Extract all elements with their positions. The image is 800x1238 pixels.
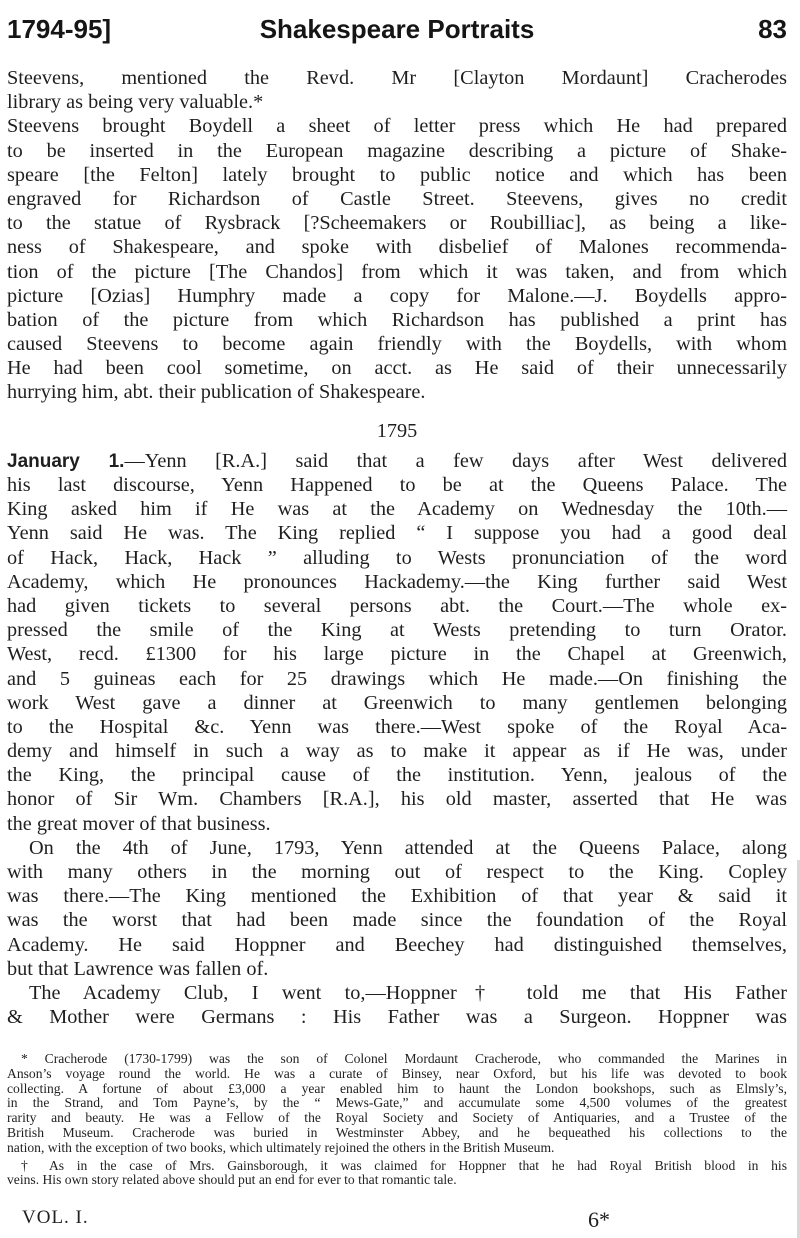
body-line: He had been cool sometime, on acct. as He said of their unnecessarily [7, 357, 787, 380]
body-line: had given tickets to several persons abt. the Court.—The whole ex- [7, 594, 787, 617]
body-line: ness of Shakespeare, and spoke with disbelief of Malones recommenda- [7, 236, 787, 259]
running-header [7, 14, 787, 52]
body-line: the great mover of that business. [7, 812, 271, 835]
body-line: King asked him if He was at the Academy on Wednesday the 10th.— [7, 498, 787, 521]
body-line: the King, the principal cause of the institution. Yenn, jealous of the [7, 764, 787, 787]
body-line: The Academy Club, I went to,—Hoppner† told me that His Father [29, 981, 787, 1004]
signature-mark: 6* [588, 1207, 610, 1232]
entry-date: January 1. [7, 450, 125, 472]
body-line: library as being very valuable.* [7, 91, 264, 114]
body-line: Yenn said He was. The King replied “ I suppose you had a good deal [7, 522, 787, 545]
footnote-line: † As in the case of Mrs. Gainsborough, it was claimed for Hoppner that he had Royal British blood in his [21, 1157, 787, 1173]
entry-first-line-text: —Yenn [R.A.] said that a few days after West delivered [124, 449, 788, 472]
body-line: hurrying him, abt. their publication of Shakespeare. [7, 381, 426, 404]
body-line: and 5 guineas each for 25 drawings which He made.—On finishing the [7, 667, 787, 690]
header-years: 1794-95] [7, 14, 112, 44]
body-line: tion of the picture [The Chandos] from which it was taken, and from which [7, 260, 787, 283]
footnote-line: British Museum. Cracherode was buried in Westminster Abbey, and he bequeathed his collections to the [7, 1124, 787, 1140]
body-line: was the worst that had been made since the foundation of the Royal [7, 909, 787, 932]
body-line: picture [Ozias] Humphry made a copy for Malone.—J. Boydells appro- [7, 284, 787, 307]
footnotes [7, 1052, 787, 1188]
body-line: bation of the picture from which Richardson has published a print has [7, 308, 787, 331]
body-line: pressed the smile of the King at Wests pretending to turn Orator. [7, 619, 787, 642]
body-line: & Mother were Germans : His Father was a Surgeon. Hoppner was [7, 1006, 787, 1029]
footnote-line: Anson’s voyage round the world. He was a curate of Binsey, near Oxford, but his life was devoted to book [7, 1065, 787, 1081]
body-line: to the Hospital &c. Yenn was there.—West spoke of the Royal Aca- [7, 715, 787, 738]
body-text [7, 66, 787, 1029]
body-line: of Hack, Hack, Hack ” alluding to Wests pronunciation of the word [7, 546, 787, 569]
body-line: honor of Sir Wm. Chambers [R.A.], his old master, asserted that He was [7, 788, 787, 811]
body-line: On the 4th of June, 1793, Yenn attended at the Queens Palace, along [29, 836, 787, 859]
body-line: caused Steevens to become again friendly with the Boydells, with whom [7, 333, 787, 356]
body-line: work West gave a dinner at Greenwich to many gentlemen belonging [7, 691, 787, 714]
body-line: engraved for Richardson of Castle Street. Steevens, gives no credit [7, 187, 787, 210]
section-year: 1795 [376, 419, 418, 442]
body-line: but that Lawrence was fallen of. [7, 957, 269, 980]
entry-first-line [7, 449, 787, 473]
header-title: Shakespeare Portraits [259, 14, 535, 44]
page-number: 83 [758, 14, 787, 44]
body-line: Academy. He said Hoppner and Beechey had distinguished themselves, [7, 933, 787, 956]
body-line: Academy, which He pronounces Hackademy.—the King further said West [7, 570, 787, 593]
body-line: speare [the Felton] lately brought to public notice and which has been [7, 163, 787, 186]
body-line: his last discourse, Yenn Happened to be at the Queens Palace. The [7, 474, 787, 496]
body-line: to the statue of Rysbrack [?Scheemakers or Roubilliac], as being a like- [7, 212, 787, 235]
footnote-line: * Cracherode (1730-1799) was the son of Colonel Mordaunt Cracherode, who commanded the Marines in [21, 1051, 787, 1066]
body-line: Steevens, mentioned the Revd. Mr [Clayton Mordaunt] Cracherodes [7, 67, 787, 89]
body-line: to be inserted in the European magazine describing a picture of Shake- [7, 139, 787, 162]
volume-label: VOL. I. [22, 1207, 89, 1228]
body-line: Steevens brought Boydell a sheet of letter press which He had prepared [7, 115, 787, 138]
footnote-line: collecting. A fortune of about £3,000 a year enabled him to haunt the London bookshops, such as Elmsly’s, [7, 1080, 787, 1096]
body-line: with many others in the morning out of respect to the King. Copley [7, 861, 787, 883]
footnote-line: veins. His own story related above should put an end for ever to that romantic tale. [7, 1172, 457, 1188]
body-line: demy and himself in such a way as to make it appear as if He was, under [7, 740, 787, 763]
footnote-line: nation, with the exception of two books, which ultimately rejoined the others in the British Museum. [7, 1139, 555, 1155]
footnote-line: in the Strand, and Tom Payne’s, by the “ Mews-Gate,” and accumulate some 4,500 volumes of the greatest [7, 1095, 787, 1111]
body-line: West, recd. £1300 for his large picture in the Chapel at Greenwich, [7, 643, 787, 666]
page-footer [22, 1207, 610, 1233]
body-line: was there.—The King mentioned the Exhibition of that year & said it [7, 885, 787, 908]
footnote-line: rarity and beauty. He was a Fellow of the Royal Society and Society of Antiquaries, and a Trustee of the [7, 1110, 787, 1126]
